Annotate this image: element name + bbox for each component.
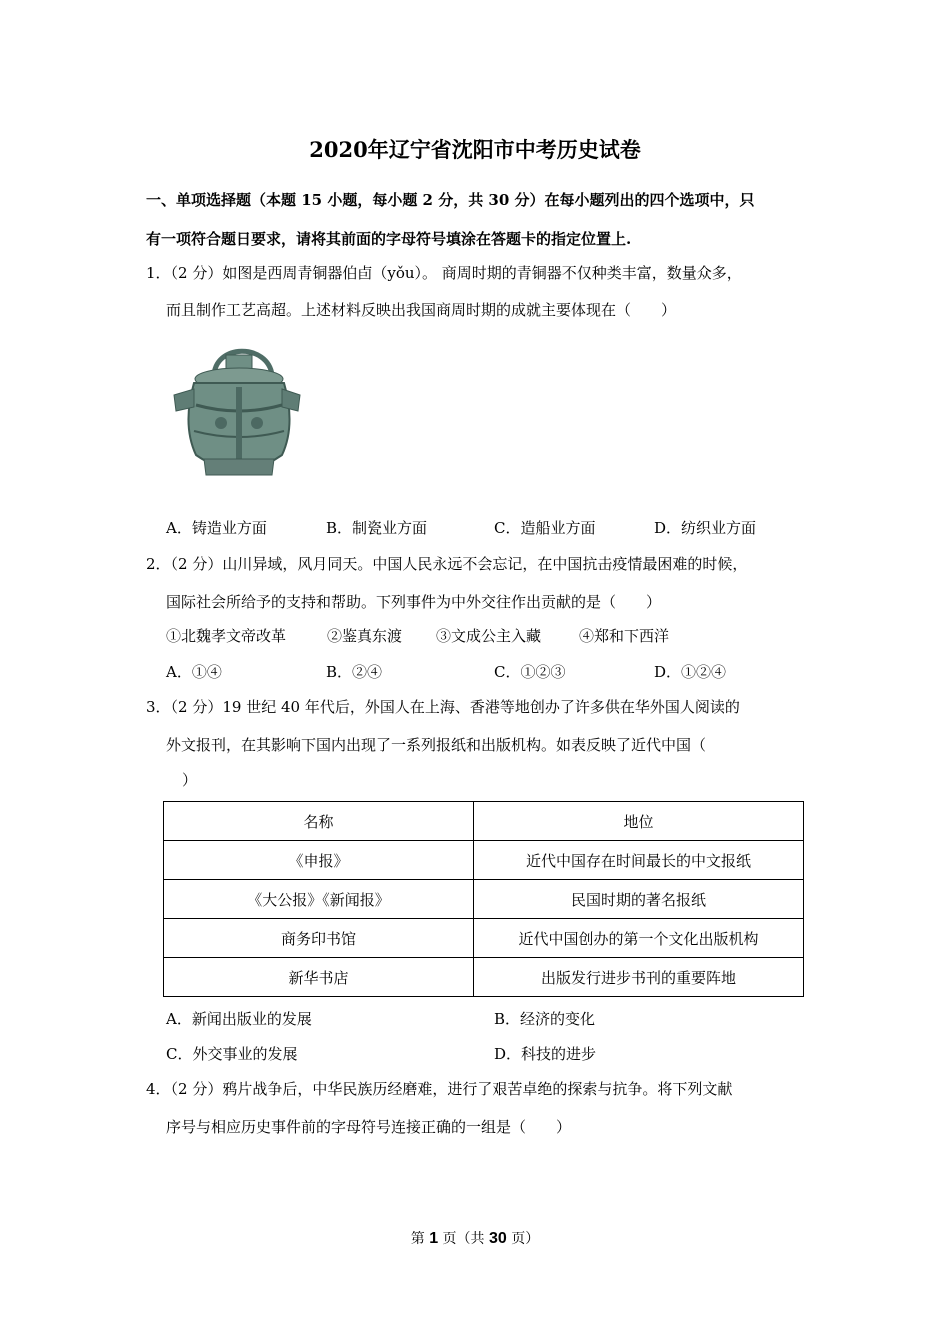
table-cell: 《大公报》《新闻报》 <box>164 880 474 919</box>
table-cell: 新华书店 <box>164 958 474 997</box>
page-footer <box>0 1228 950 1248</box>
q1-option-b: B．制瓷业方面 <box>326 519 428 537</box>
table-header-status: 地位 <box>474 802 804 841</box>
footer-prefix: 第 <box>410 1231 430 1247</box>
q1-stem-line1: 1．（2 分）如图是西周青铜器伯卣（yǒu）。 商周时期的青铜器不仅种类丰富，数量众多， <box>146 264 742 282</box>
table-cell: 商务印书馆 <box>164 919 474 958</box>
table-header-row <box>164 802 804 841</box>
footer-page-number: 1 <box>429 1230 439 1247</box>
table-row <box>164 880 804 919</box>
q2-item-1: ①北魏孝文帝改革 <box>166 627 287 645</box>
q2-option-b: B．②④ <box>326 663 383 681</box>
q2-stem-line2: 国际社会所给予的支持和帮助。下列事件为中外交往作出贡献的是（ ） <box>166 593 662 611</box>
table-row <box>164 958 804 997</box>
q2-option-c: C．①②③ <box>494 663 566 681</box>
footer-total-pages: 30 <box>489 1230 507 1247</box>
q4-stem-line1: 4．（2 分）鸦片战争后，中华民族历经磨难，进行了艰苦卓绝的探索与抗争。将下列文献 <box>146 1080 733 1098</box>
table-header-name: 名称 <box>164 802 474 841</box>
q3-option-d: D．科技的进步 <box>494 1045 597 1063</box>
q2-item-3: ③文成公主入藏 <box>436 627 542 645</box>
section-heading-line1: 一、单项选择题（本题 15 小题，每小题 2 分，共 30 分）在每小题列出的四个选项中，只 <box>146 191 755 209</box>
q3-option-b: B．经济的变化 <box>494 1010 596 1028</box>
table-row <box>164 919 804 958</box>
section-heading-line2: 有一项符合题日要求，请将其前面的字母符号填涂在答题卡的指定位置上. <box>146 230 632 248</box>
q2-stem-line1: 2．（2 分）山川异域，风月同天。中国人民永远不会忘记，在中国抗击疫情最困难的时候， <box>146 555 748 573</box>
q2-option-d: D．①②④ <box>654 663 727 681</box>
bronze-vessel-illustration <box>166 335 308 487</box>
table-row <box>164 841 804 880</box>
q1-stem-line2: 而且制作工艺高超。上述材料反映出我国商周时期的成就主要体现在（ ） <box>166 301 677 319</box>
q1-option-c: C．造船业方面 <box>494 519 596 537</box>
q3-option-a: A．新闻出版业的发展 <box>166 1010 312 1028</box>
q2-option-a: A．①④ <box>166 663 222 681</box>
q4-stem-line2: 序号与相应历史事件前的字母符号连接正确的一组是（ ） <box>166 1118 572 1136</box>
table-cell: 出版发行进步书刊的重要阵地 <box>474 958 804 997</box>
q3-table <box>163 801 804 997</box>
q2-item-2: ②鉴真东渡 <box>327 627 403 645</box>
page-title: 2020年辽宁省沈阳市中考历史试卷 <box>309 137 641 162</box>
q3-stem-line2: 外文报刊，在其影响下国内出现了一系列报纸和出版机构。如表反映了近代中国（ <box>166 736 707 754</box>
footer-middle: 页（共 <box>438 1231 489 1247</box>
q1-option-a: A．铸造业方面 <box>166 519 267 537</box>
q2-item-4: ④郑和下西洋 <box>579 627 670 645</box>
footer-suffix: 页） <box>506 1231 540 1247</box>
table-cell: 民国时期的著名报纸 <box>474 880 804 919</box>
q3-option-c: C．外交事业的发展 <box>166 1045 298 1063</box>
table-cell: 近代中国存在时间最长的中文报纸 <box>474 841 804 880</box>
q3-stem-line3: ） <box>182 771 198 789</box>
table-cell: 《申报》 <box>164 841 474 880</box>
q3-stem-line1: 3．（2 分）19 世纪 40 年代后，外国人在上海、香港等地创办了许多供在华外国人阅读的 <box>146 698 740 716</box>
q1-option-d: D．纺织业方面 <box>654 519 757 537</box>
table-cell: 近代中国创办的第一个文化出版机构 <box>474 919 804 958</box>
